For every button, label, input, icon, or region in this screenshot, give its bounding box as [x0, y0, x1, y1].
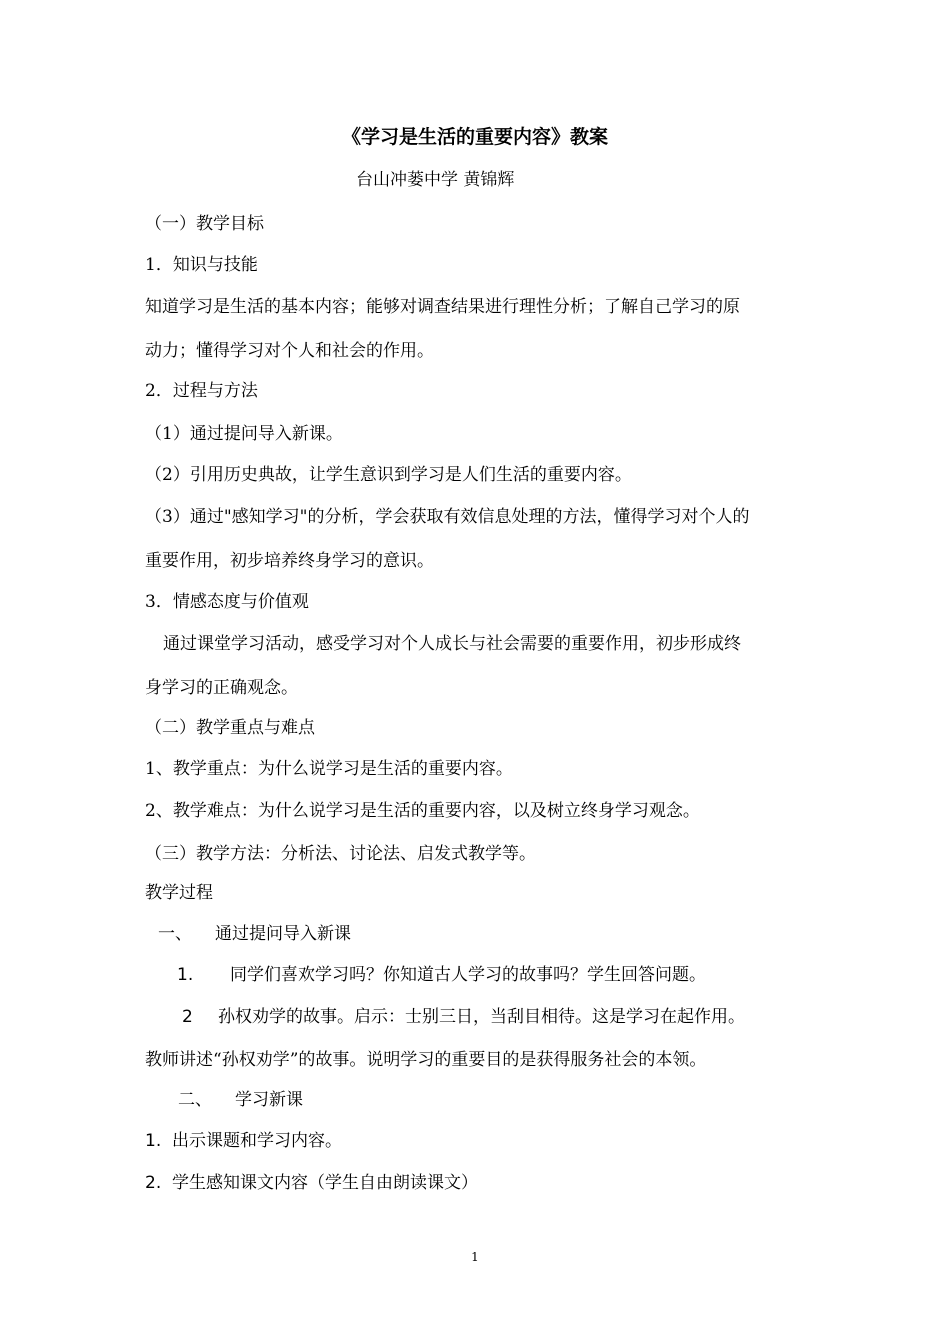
- author-line: 台山冲蒌中学 黄锦辉: [356, 170, 515, 190]
- section-heading-key-points: （二）教学重点与难点: [145, 718, 315, 738]
- list-number: 2: [182, 1007, 193, 1027]
- step-number: 一、: [158, 924, 192, 944]
- list-item: 出示课题和学习内容。: [172, 1131, 342, 1151]
- paragraph-line: 身学习的正确观念。: [145, 678, 298, 698]
- list-item: （1）通过提问导入新课。: [145, 424, 343, 444]
- paragraph-line: 重要作用，初步培养终身学习的意识。: [145, 551, 434, 571]
- list-item: （3）通过"感知学习"的分析，学会获取有效信息处理的方法，懂得学习对个人的: [145, 507, 750, 527]
- list-item: （2）引用历史典故，让学生意识到学习是人们生活的重要内容。: [145, 465, 632, 485]
- document-title: 《学习是生活的重要内容》教案: [341, 126, 608, 148]
- list-item: 同学们喜欢学习吗？你知道古人学习的故事吗？学生回答问题。: [230, 965, 706, 985]
- subheading-attitude-values: 3．情感态度与价值观: [145, 592, 309, 612]
- paragraph-line: 知道学习是生活的基本内容；能够对调查结果进行理性分析；了解自己学习的原: [145, 297, 740, 317]
- step-number: 二、: [178, 1090, 212, 1110]
- page-number: 1: [471, 1250, 479, 1264]
- list-number: 2.: [145, 1173, 162, 1193]
- section-heading-teaching-process: 教学过程: [145, 883, 213, 903]
- paragraph-line: 教师讲述“孙权劝学”的故事。说明学习的重要目的是获得服务社会的本领。: [145, 1050, 707, 1070]
- list-item: 2、教学难点：为什么说学习是生活的重要内容，以及树立终身学习观念。: [145, 801, 700, 821]
- step-heading: 通过提问导入新课: [215, 924, 351, 944]
- list-number: 1.: [145, 1131, 162, 1151]
- list-item: 孙权劝学的故事。启示：士别三日，当刮目相待。这是学习在起作用。: [218, 1007, 745, 1027]
- list-item: 1、教学重点：为什么说学习是生活的重要内容。: [145, 759, 513, 779]
- section-heading-methods: （三）教学方法：分析法、讨论法、启发式教学等。: [145, 844, 536, 864]
- step-heading: 学习新课: [235, 1090, 303, 1110]
- subheading-knowledge-skills: 1．知识与技能: [145, 255, 258, 275]
- subheading-process-method: 2．过程与方法: [145, 381, 258, 401]
- section-heading-objectives: （一）教学目标: [145, 214, 264, 234]
- paragraph-line: 动力；懂得学习对个人和社会的作用。: [145, 341, 434, 361]
- list-number: 1.: [177, 965, 194, 985]
- paragraph-line: 通过课堂学习活动，感受学习对个人成长与社会需要的重要作用，初步形成终: [163, 634, 741, 654]
- list-item: 学生感知课文内容（学生自由朗读课文）: [172, 1173, 478, 1193]
